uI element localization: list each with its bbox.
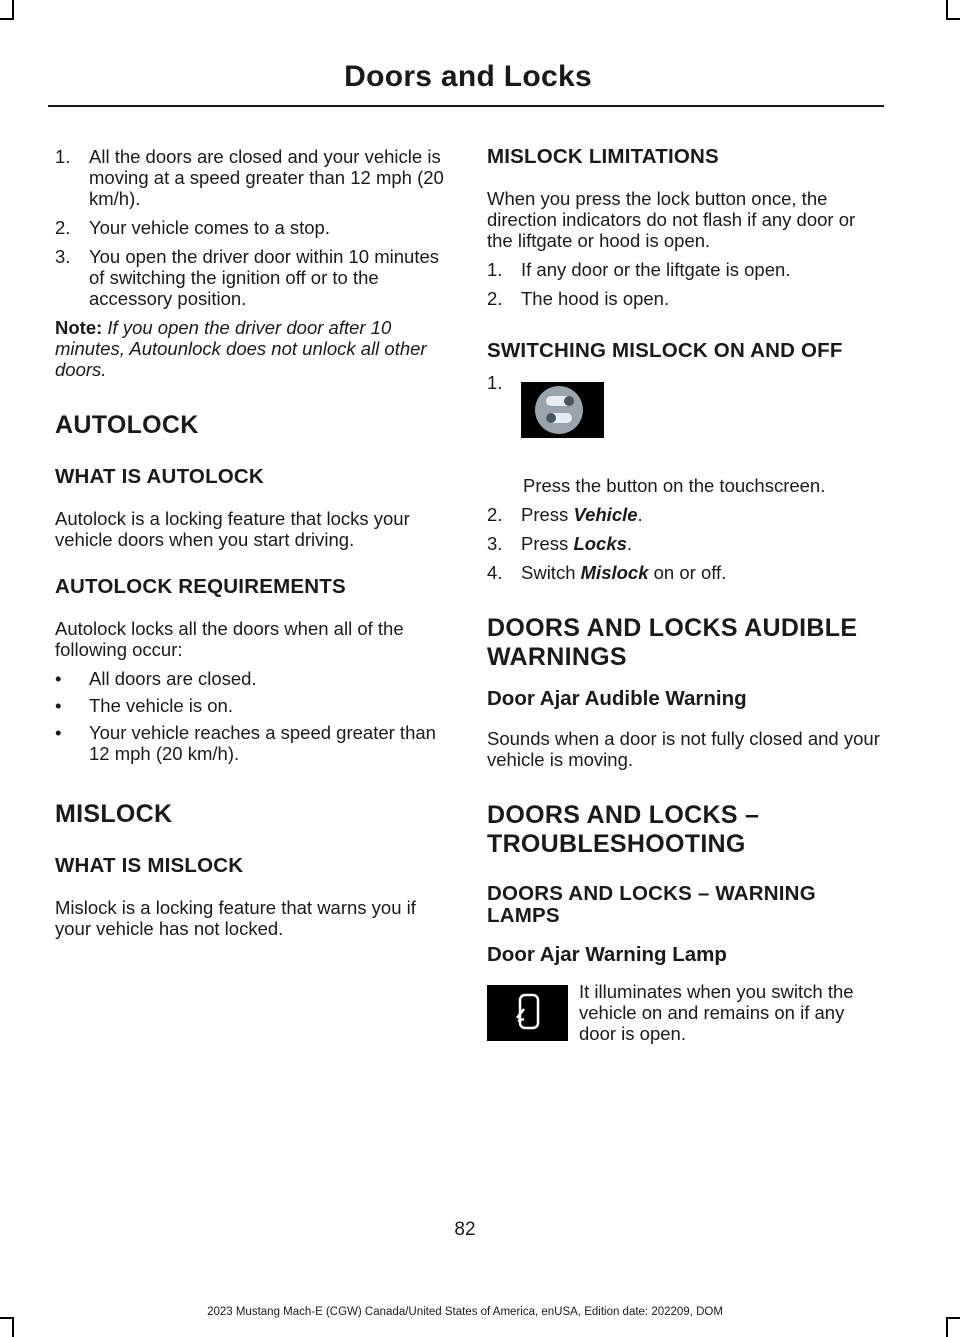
- paragraph: Mislock is a locking feature that warns you if your vehicle has not locked.: [55, 897, 416, 939]
- paragraph: Autolock is a locking feature that locks your vehicle doors when you start driving.: [55, 508, 410, 550]
- crop-mark: [946, 1319, 948, 1337]
- bullet-mark: •: [55, 722, 62, 743]
- list-text: You open the driver door within 10 minutes of switching the ignition off or to the accessory position.: [89, 246, 440, 309]
- list-text: Switch: [521, 562, 581, 583]
- subheading-what-is-mislock: WHAT IS MISLOCK: [55, 854, 244, 877]
- list-text: Your vehicle comes to a stop.: [89, 217, 330, 238]
- heading-line: DOORS AND LOCKS AUDIBLE: [487, 614, 858, 642]
- list-item: [487, 372, 882, 496]
- list-number: 1.: [55, 146, 71, 167]
- list-text: The hood is open.: [521, 288, 670, 309]
- section-heading-audible-warnings: [487, 614, 882, 672]
- crop-mark: [12, 0, 14, 18]
- crop-mark: [946, 1317, 960, 1319]
- note-text: If you open the driver door after 10 minutes, Autounlock does not unlock all other doors.: [55, 317, 427, 380]
- list-text: .: [626, 533, 633, 554]
- list-number: 3.: [487, 533, 503, 554]
- door-ajar-icon: [487, 985, 568, 1041]
- list-number: 2.: [55, 217, 71, 238]
- list-text: .: [637, 504, 643, 525]
- setting-name: Mislock: [580, 562, 649, 583]
- list-item: [55, 246, 450, 309]
- section-heading-troubleshooting: [487, 801, 882, 859]
- right-column: [487, 146, 882, 1051]
- list-number: 2.: [487, 504, 503, 525]
- note-label: Note:: [55, 317, 103, 338]
- page-header-title: Doors and Locks: [344, 60, 592, 93]
- list-text: If any door or the liftgate is open.: [521, 259, 791, 280]
- list-text: All the doors are closed and your vehicle is moving at a speed greater than 12 mph (20 km/h).: [89, 146, 444, 209]
- paragraph: It illuminates when you switch the vehicle on and remains on if any door is open.: [579, 981, 854, 1044]
- bullet-mark: •: [55, 695, 62, 716]
- header-divider: [48, 105, 884, 107]
- subheading-switching-mislock: SWITCHING MISLOCK ON AND OFF: [487, 339, 843, 362]
- paragraph: Autolock locks all the doors when all of the following occur:: [55, 618, 404, 660]
- section-heading-mislock: MISLOCK: [55, 800, 173, 828]
- heading-line: WARNINGS: [487, 643, 627, 671]
- bullet-item: [55, 695, 450, 716]
- list-text: Press: [521, 504, 574, 525]
- list-text: Press: [521, 533, 574, 554]
- bullet-mark: •: [55, 668, 62, 689]
- list-number: 4.: [487, 562, 503, 583]
- crop-mark: [946, 18, 960, 20]
- list-item: [487, 504, 882, 525]
- bullet-text: Your vehicle reaches a speed greater than 12 mph (20 km/h).: [89, 722, 436, 764]
- heading-line: DOORS AND LOCKS –: [487, 801, 760, 829]
- list-item: [487, 259, 882, 280]
- list-item: [487, 533, 882, 554]
- list-number: 3.: [55, 246, 71, 267]
- subheading-what-is-autolock: WHAT IS AUTOLOCK: [55, 465, 264, 488]
- list-number: 2.: [487, 288, 503, 309]
- list-number: 1.: [487, 372, 503, 393]
- crop-mark: [12, 1319, 14, 1337]
- note: [55, 317, 450, 380]
- menu-name: Locks: [573, 533, 627, 554]
- page-number: 82: [454, 1219, 476, 1240]
- bullet-text: All doors are closed.: [89, 668, 257, 689]
- list-text: Press the button on the touchscreen.: [523, 475, 826, 496]
- list-item: [487, 288, 882, 309]
- edition-footer: 2023 Mustang Mach-E (CGW) Canada/United States of America, enUSA, Edition date: 202209, DOM: [207, 1306, 723, 1318]
- paragraph: Sounds when a door is not fully closed and your vehicle is moving.: [487, 728, 880, 770]
- heading-line: TROUBLESHOOTING: [487, 830, 746, 858]
- left-column: [55, 146, 450, 939]
- list-item: [55, 217, 450, 238]
- list-item: [55, 146, 450, 209]
- bullet-item: [55, 668, 450, 689]
- bullet-item: [55, 722, 450, 764]
- paragraph: When you press the lock button once, the direction indicators do not flash if any door or the liftgate or hood is open.: [487, 188, 856, 251]
- subheading-mislock-limitations: MISLOCK LIMITATIONS: [487, 145, 719, 168]
- subheading-warning-lamps: DOORS AND LOCKS – WARNING LAMPS: [487, 882, 816, 927]
- subheading-door-ajar-lamp: Door Ajar Warning Lamp: [487, 943, 727, 966]
- list-text: on or off.: [648, 562, 727, 583]
- settings-toggle-icon: [521, 382, 604, 438]
- list-item: [487, 562, 882, 583]
- bullet-text: The vehicle is on.: [89, 695, 233, 716]
- lamp-description-block: [487, 981, 882, 1051]
- section-heading-autolock: AUTOLOCK: [55, 411, 199, 439]
- menu-name: Vehicle: [573, 504, 638, 525]
- crop-mark: [0, 18, 14, 20]
- subheading-door-ajar-audible: Door Ajar Audible Warning: [487, 687, 747, 710]
- list-number: 1.: [487, 259, 503, 280]
- subheading-autolock-requirements: AUTOLOCK REQUIREMENTS: [55, 575, 346, 598]
- crop-mark: [946, 0, 948, 18]
